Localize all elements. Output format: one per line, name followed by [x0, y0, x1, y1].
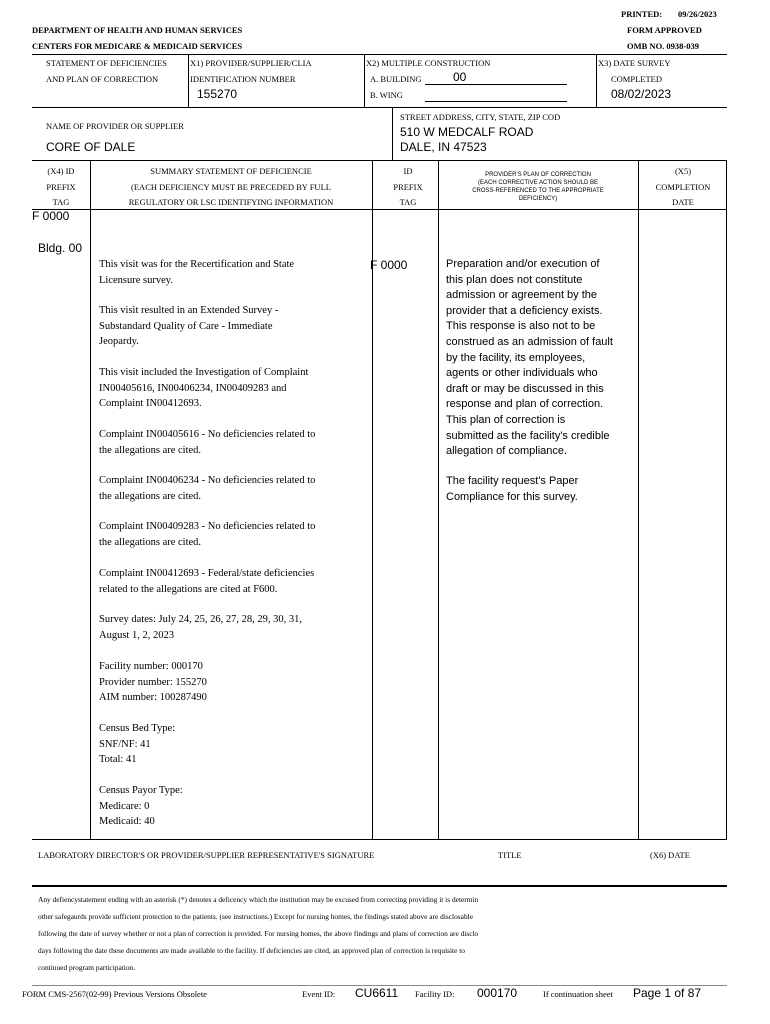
summary-line: the allegations are cited. — [99, 444, 202, 456]
x4-header-3: TAG — [52, 197, 70, 207]
summary-paragraph — [99, 427, 315, 458]
facility-id-label: Facility ID: — [415, 989, 455, 999]
summary-line: Complaint IN00406234 - No deficiencies related to — [99, 475, 316, 486]
x4-header-1: (X4) ID — [47, 166, 75, 176]
summary-line: AIM number: 100287490 — [99, 692, 207, 704]
summary-line: Complaint IN00405616 - No deficiencies related to — [99, 429, 316, 440]
plan-line: This response is also not to be — [446, 320, 596, 333]
plan-paragraph — [446, 474, 578, 505]
summary-line: the allegations are cited. — [99, 536, 202, 548]
x4-header-2: PREFIX — [46, 182, 76, 192]
building-label: A. BUILDING — [370, 74, 422, 84]
tag-left: F 0000 — [32, 209, 70, 223]
printed-label: PRINTED: — [621, 9, 663, 19]
x5-header-3: DATE — [672, 197, 694, 207]
plan-line: admission or agreement by the — [446, 289, 598, 302]
plan-line: The facility request's Paper — [446, 475, 579, 487]
summary-line: Licensure survey. — [99, 274, 173, 286]
summary-line: Medicaid: 40 — [99, 816, 155, 828]
address-line-2: DALE, IN 47523 — [400, 140, 487, 154]
form-approved: FORM APPROVED — [627, 25, 702, 35]
title-label: TITLE — [498, 850, 522, 860]
x5-header-1: (X5) — [674, 166, 692, 176]
event-id-value: CU6611 — [355, 986, 399, 1000]
disclaimer-line: days following the date these documents are made available to the facility. If deficiencies are cited, an approved plan of correction is requisite to — [38, 946, 465, 955]
summary-line: This visit was for the Recertification and State — [99, 259, 295, 270]
provider-name-label: NAME OF PROVIDER OR SUPPLIER — [46, 121, 184, 131]
x3-label-1: X3) DATE SURVEY — [598, 58, 671, 68]
summary-paragraph — [99, 612, 302, 643]
summary-line: Complaint IN00409283 - No deficiencies related to — [99, 521, 316, 532]
address-label: STREET ADDRESS, CITY, STATE, ZIP COD — [400, 112, 561, 122]
plan-line: Preparation and/or execution of — [446, 258, 600, 270]
provider-id-value: 155270 — [197, 87, 238, 101]
summary-line: the allegations are cited. — [99, 490, 202, 502]
plan-line: This plan of correction is — [446, 413, 566, 426]
summary-line: Census Bed Type: — [99, 723, 176, 734]
summary-line: Provider number: 155270 — [99, 676, 207, 688]
summary-paragraph — [99, 303, 278, 350]
disclaimer-line: Any defiencystatement ending with an asterisk (*) denotes a deficency which the institution may be excused from correcting providing it is determin — [38, 895, 479, 904]
summary-paragraph — [99, 659, 207, 706]
summary-line: SNF/NF: 41 — [99, 738, 151, 750]
summary-line: Complaint IN00412693 - Federal/state deficiencies — [99, 568, 315, 579]
summary-line: Facility number: 000170 — [99, 661, 203, 672]
plan-header-1: PROVIDER'S PLAN OF CORRECTION — [485, 172, 591, 178]
summary-line: This visit included the Investigation of Complaint — [99, 367, 309, 378]
plan-paragraph — [446, 257, 613, 460]
disclaimer-line: following the date of survey whether or not a plan of correction is provided. For nursing homes, the above findings and plans of correction are disclo — [38, 929, 479, 938]
summary-line: Jeopardy. — [99, 336, 139, 348]
plan-line: draft or may be discussed in this — [446, 382, 604, 395]
summary-line: Medicare: 0 — [99, 800, 150, 812]
provider-name-value: CORE OF DALE — [46, 140, 136, 154]
id-header-1: ID — [403, 166, 413, 176]
x2-label: X2) MULTIPLE CONSTRUCTION — [366, 58, 491, 68]
signature-label: LABORATORY DIRECTOR'S OR PROVIDER/SUPPLIER REPRESENTATIVE'S SIGNATURE — [38, 850, 375, 860]
facility-id-value: 000170 — [477, 986, 518, 1000]
summary-line: Complaint IN00412693. — [99, 398, 202, 410]
continuation-label: If continuation sheet — [543, 989, 613, 999]
summary-paragraph — [99, 365, 308, 412]
summary-line: August 1, 2, 2023 — [99, 629, 174, 641]
summary-line: This visit resulted in an Extended Survey - — [99, 305, 279, 316]
summary-paragraph — [99, 721, 175, 768]
summary-paragraph — [99, 566, 314, 597]
centers-title: CENTERS FOR MEDICARE & MEDICAID SERVICES — [32, 41, 243, 51]
plan-line: allegation of compliance. — [446, 445, 568, 458]
summary-header-1: SUMMARY STATEMENT OF DEFICIENCIE — [150, 166, 312, 176]
plan-header-2: (EACH CORRECTIVE ACTION SHOULD BE — [477, 180, 599, 186]
address-line-1: 510 W MEDCALF ROAD — [400, 125, 534, 139]
x6-date-label: (X6) DATE — [650, 850, 690, 860]
survey-date-value: 08/02/2023 — [611, 87, 672, 101]
plan-line: this plan does not constitute — [446, 273, 583, 286]
summary-paragraph — [99, 473, 315, 504]
omb-number: OMB NO. 0938-039 — [627, 41, 700, 51]
plan-header-4: DEFICIENCY) — [518, 196, 558, 202]
building-value: 00 — [453, 70, 467, 84]
disclaimer-line: continued program participation. — [38, 963, 136, 972]
plan-line: provider that a deficiency exists. — [446, 304, 603, 317]
department-title: DEPARTMENT OF HEALTH AND HUMAN SERVICES — [32, 25, 243, 35]
summary-line: related to the allegations are cited at F600. — [99, 583, 278, 595]
building-tag: Bldg. 00 — [38, 241, 83, 255]
x1-label-2: IDENTIFICATION NUMBER — [190, 74, 296, 84]
summary-line: IN00405616, IN00406234, IN00409283 and — [99, 382, 287, 394]
x3-label-2: COMPLETED — [611, 74, 662, 84]
summary-line: Total: 41 — [99, 754, 137, 766]
plan-header-3: CROSS-REFERENCED TO THE APPROPRIATE — [472, 188, 604, 194]
summary-header-3: REGULATORY OR LSC IDENTIFYING INFORMATION — [128, 197, 334, 207]
event-id-label: Event ID: — [302, 989, 336, 999]
x5-header-2: COMPLETION — [655, 182, 711, 192]
tag-right: F 0000 — [370, 258, 408, 272]
summary-paragraph — [99, 257, 294, 288]
plan-line: submitted as the facility's credible — [446, 429, 610, 442]
plan-line: agents or other individuals who — [446, 367, 598, 380]
disclaimer-line: other safegaurds provide sufficient protection to the patients. (see instructions.) Except for nursing homes, the findings stated above are disclosable — [38, 912, 473, 921]
summary-line: Survey dates: July 24, 25, 26, 27, 28, 29, 30, 31, — [99, 614, 302, 625]
id-header-3: TAG — [399, 197, 417, 207]
summary-line: Census Payor Type: — [99, 785, 183, 796]
plan-line: by the facility, its employees, — [446, 351, 586, 364]
summary-paragraph — [99, 519, 315, 550]
wing-label: B. WING — [370, 90, 403, 100]
statement-label-2: AND PLAN OF CORRECTION — [46, 74, 159, 84]
summary-header-2: (EACH DEFICIENCY MUST BE PRECEDED BY FULL — [131, 182, 331, 192]
summary-line: Substandard Quality of Care - Immediate — [99, 320, 273, 332]
summary-paragraph — [99, 783, 183, 830]
x1-label-1: X1) PROVIDER/SUPPLIER/CLIA — [190, 58, 312, 68]
form-number: FORM CMS-2567(02-99) Previous Versions Obsolete — [22, 989, 207, 999]
plan-line: construed as an admission of fault — [446, 335, 613, 348]
printed-date: 09/26/2023 — [678, 9, 717, 19]
statement-label-1: STATEMENT OF DEFICIENCIES — [46, 58, 168, 68]
plan-line: Compliance for this survey. — [446, 490, 578, 503]
id-header-2: PREFIX — [393, 182, 423, 192]
plan-line: response and plan of correction. — [446, 398, 604, 411]
page-number: Page 1 of 87 — [633, 986, 702, 1000]
